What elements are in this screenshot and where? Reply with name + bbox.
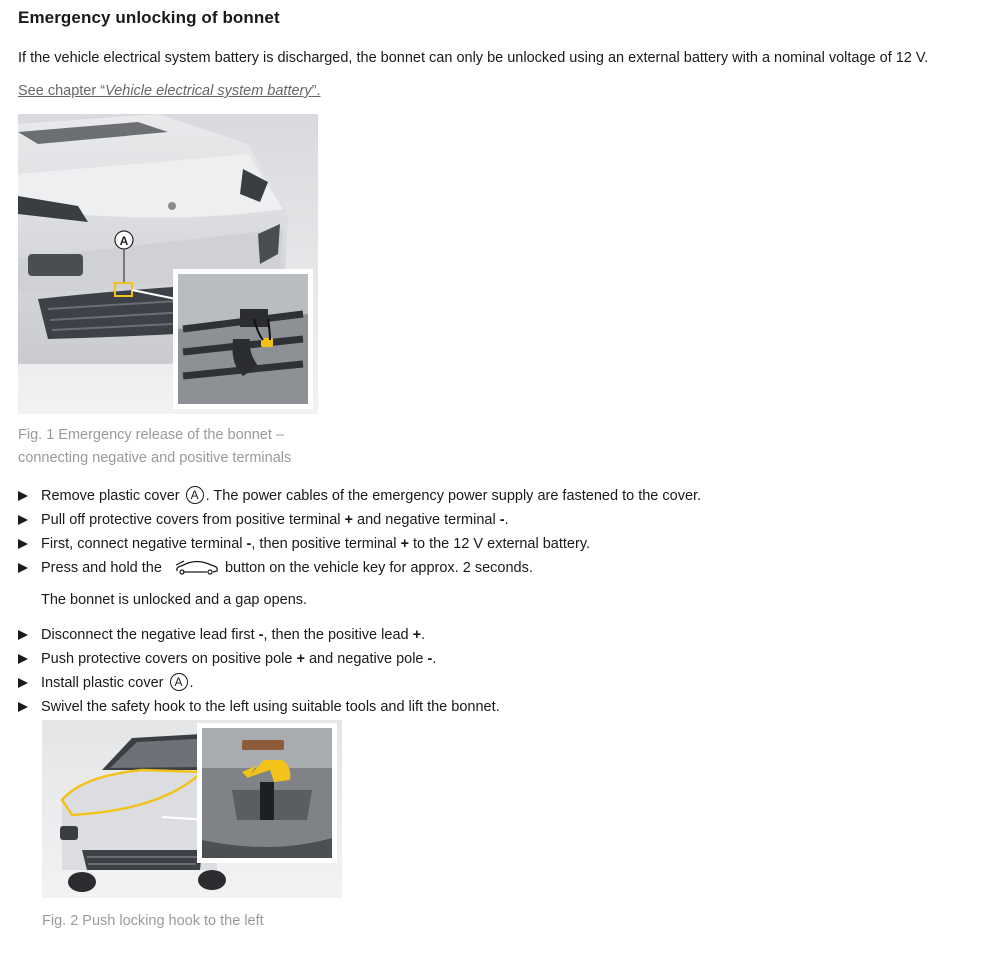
car-front-illustration [18, 114, 318, 414]
marker-a-icon: A [186, 486, 204, 504]
step-text: Swivel the safety hook to the left using suitable tools and lift the bonnet. [41, 699, 500, 715]
car-hook-illustration [42, 720, 342, 898]
link-chapter-name[interactable]: Vehicle electrical system battery [105, 83, 312, 99]
negative-symbol: - [427, 651, 433, 667]
figure-1-caption: Fig. 1 Emergency release of the bonnet – connecting negative and positive terminals [18, 427, 292, 466]
positive-symbol: + [296, 651, 305, 667]
step-text: Install plastic cover [41, 675, 168, 691]
bullet-arrow-icon [18, 702, 28, 712]
link-prefix: See chapter “ [18, 83, 106, 99]
bullet-arrow-icon [18, 539, 28, 549]
figure-2-image [42, 720, 342, 898]
step-text: . [421, 627, 426, 643]
step-text: Disconnect the negative lead first [41, 627, 259, 643]
step-text: Pull off protective covers from positive terminal [41, 512, 345, 528]
step-text: to the 12 V external battery. [408, 536, 591, 552]
bullet-arrow-icon [18, 678, 28, 688]
link-suffix: ”. [311, 83, 321, 99]
marker-a-label: A [119, 234, 129, 248]
step-text: Press and hold the [41, 560, 166, 576]
figure-1-image [18, 114, 318, 414]
positive-symbol: + [412, 627, 422, 643]
negative-symbol: - [258, 627, 264, 643]
negative-symbol: - [246, 536, 252, 552]
step-text: First, connect negative terminal [41, 536, 247, 552]
step-text: . [432, 651, 437, 667]
step-text: Remove plastic cover [41, 488, 184, 504]
see-chapter-link[interactable] [18, 83, 321, 99]
figure-2-caption: Fig. 2 Push locking hook to the left [42, 913, 264, 929]
step-text: , then positive terminal [251, 536, 401, 552]
step-text: . [189, 675, 194, 691]
car-front-open-icon [174, 559, 220, 575]
intro-paragraph: If the vehicle electrical system battery is discharged, the bonnet can only be unlocked using an external battery with a nominal voltage of 12 V. [18, 50, 929, 66]
bullet-arrow-icon [18, 515, 28, 525]
step-text: and negative pole [304, 651, 428, 667]
step-text: . [504, 512, 509, 528]
positive-symbol: + [344, 512, 354, 528]
step-text: , then the positive lead [263, 627, 413, 643]
step-result-text: The bonnet is unlocked and a gap opens. [41, 592, 308, 608]
page-title: Emergency unlocking of bonnet [18, 8, 280, 27]
step-text: button on the vehicle key for approx. 2 seconds. [224, 560, 533, 576]
marker-a-icon: A [170, 673, 188, 691]
bullet-arrow-icon [18, 491, 28, 501]
positive-symbol: + [400, 536, 409, 552]
bullet-arrow-icon [18, 630, 28, 640]
step-text: and negative terminal [353, 512, 500, 528]
bullet-arrow-icon [18, 563, 28, 573]
bullet-arrow-icon [18, 654, 28, 664]
negative-symbol: - [499, 512, 505, 528]
step-text: Push protective covers on positive pole [41, 651, 297, 667]
step-text: . The power cables of the emergency power supply are fastened to the cover. [205, 488, 702, 504]
